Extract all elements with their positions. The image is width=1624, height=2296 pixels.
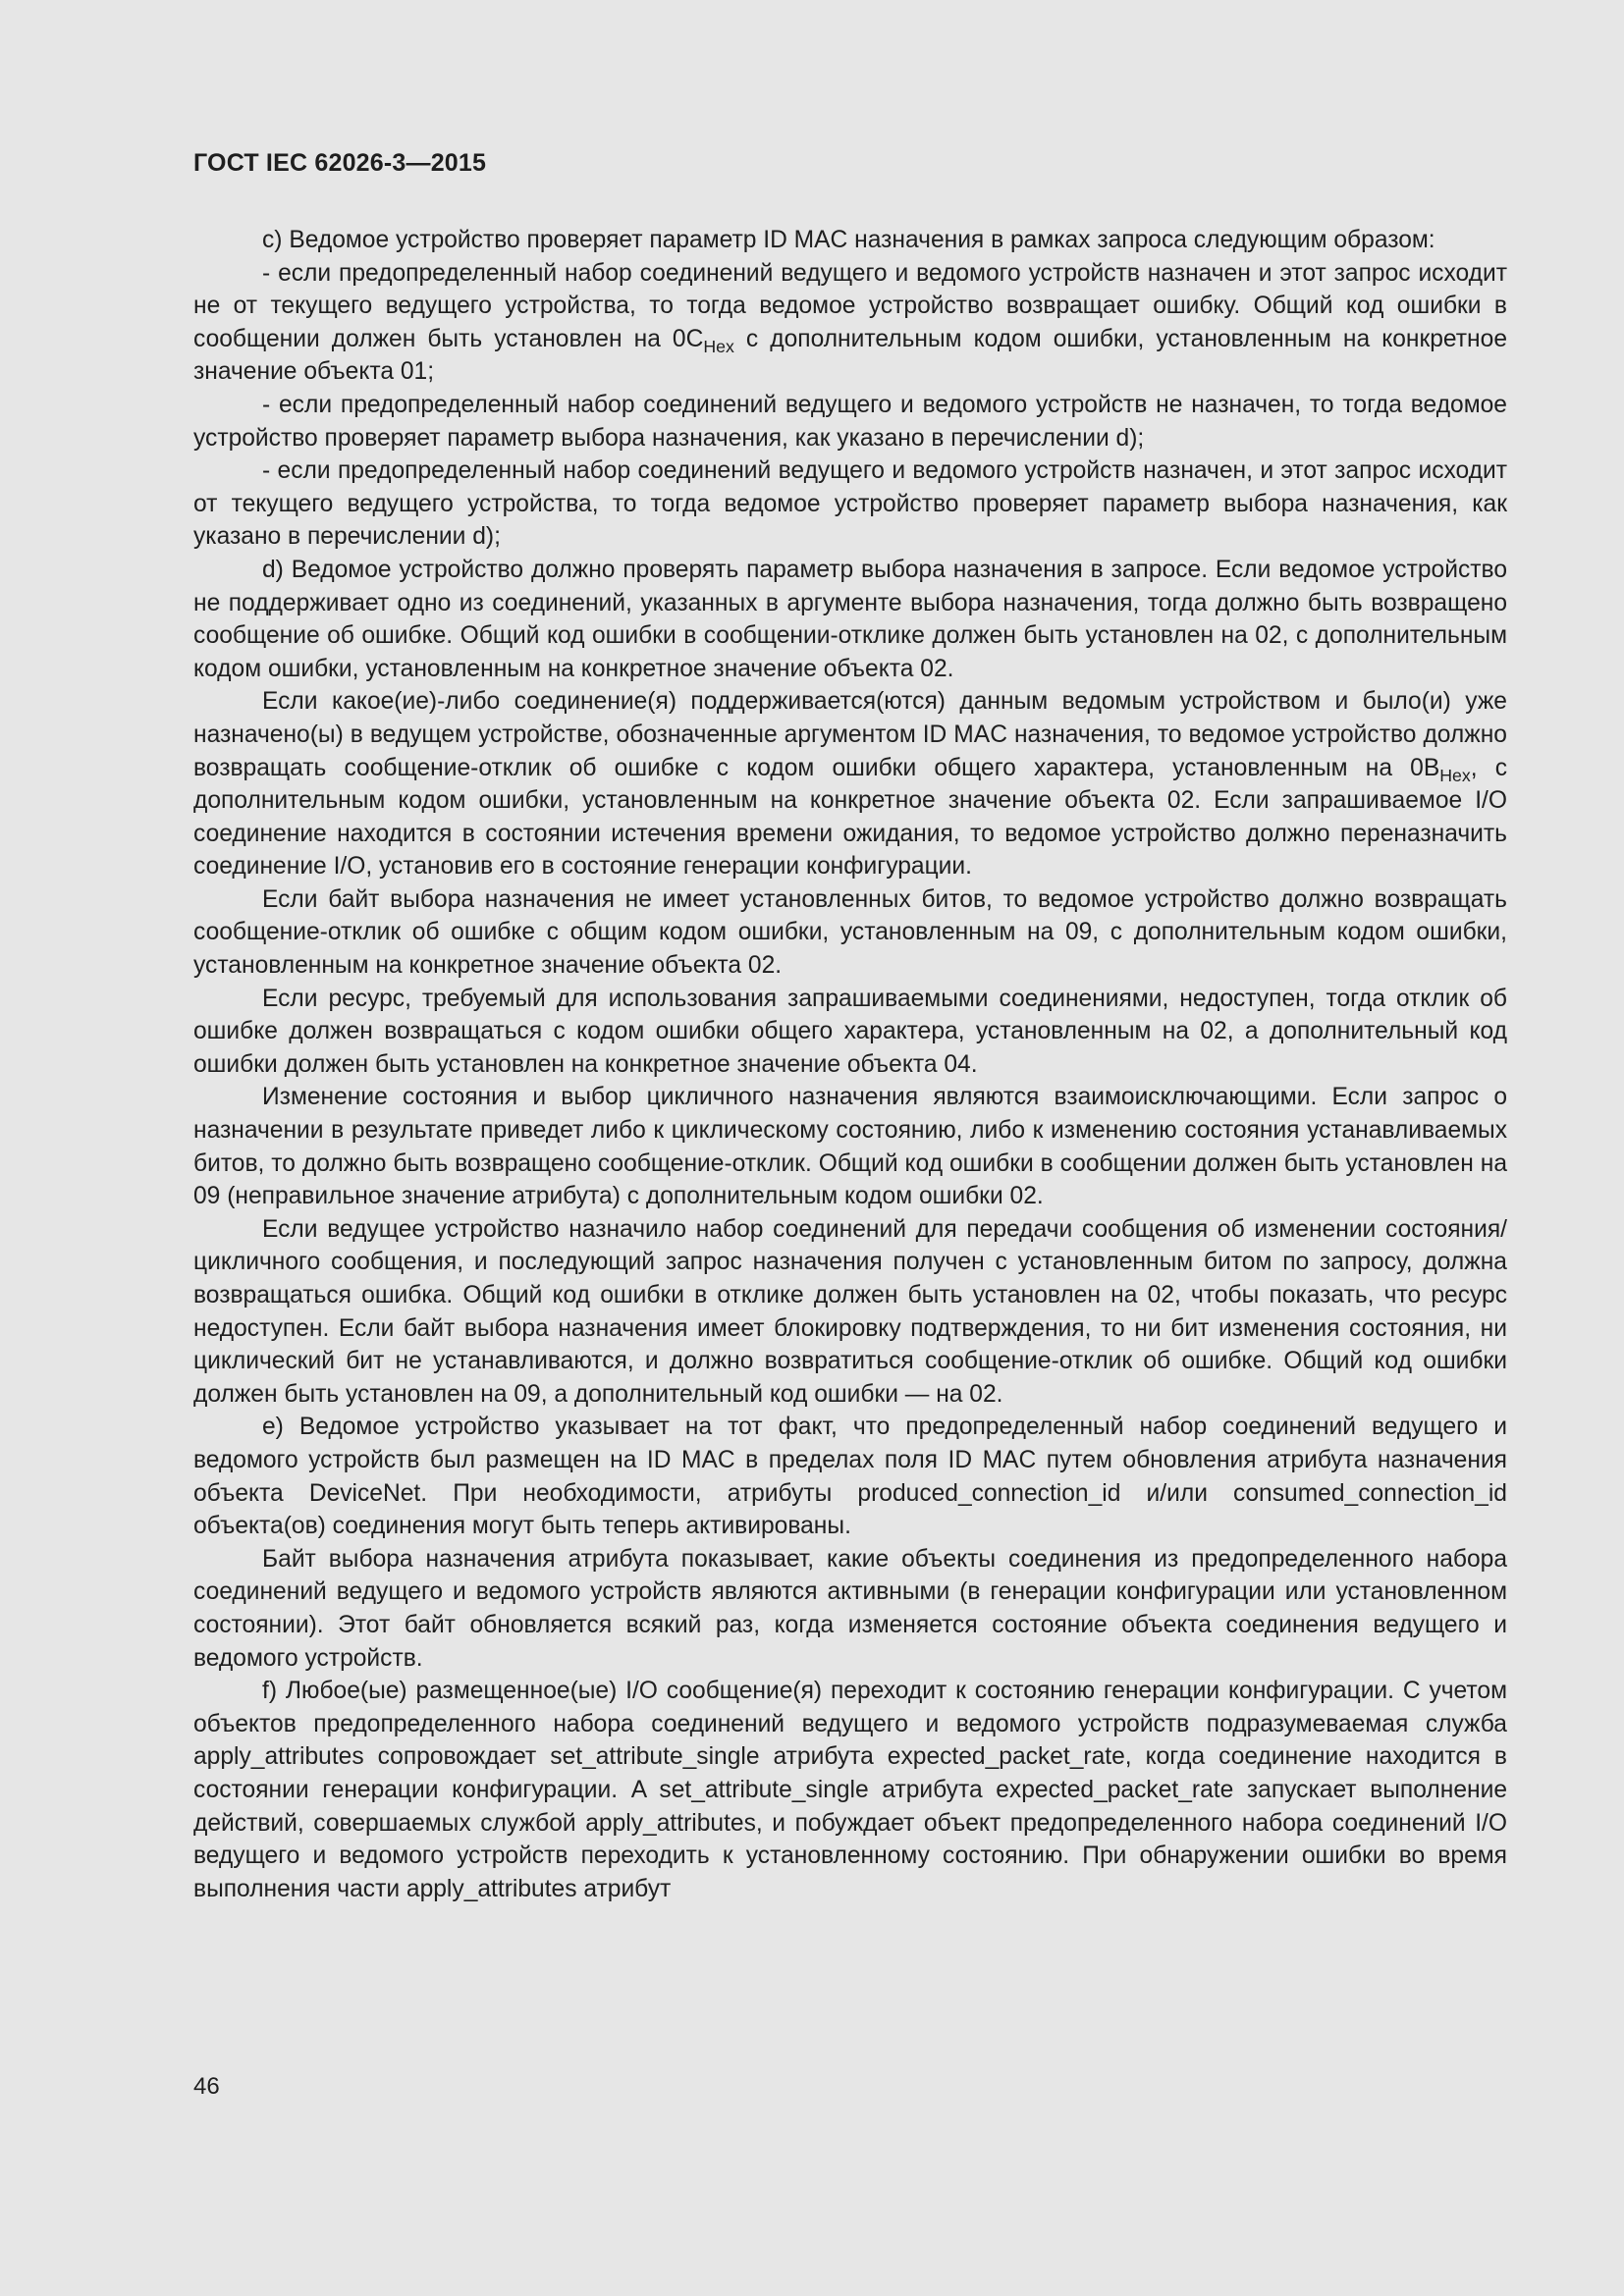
body-text — [193, 224, 1507, 1905]
text-run: с дополнительным кодом ошибки, установленным на конкретное значение объекта 01; — [193, 325, 1507, 386]
subscript: Hex — [1439, 765, 1471, 785]
list-item — [193, 257, 1507, 389]
paragraph-e: e) Ведомое устройство указывает на тот факт, что предопределенный набор соединений ведущего и ведомого устройств был размещен на ID MAC в пределах поля ID MAC путем обновления атрибута назначения объекта DeviceNet. При необходимости, атрибуты produced_connection_id и/или consumed_​connection_id объекта(ов) соединения могут быть теперь активированы. — [193, 1414, 1507, 1540]
paragraph: Если ресурс, требуемый для использования запрашиваемыми соединениями, недоступен, тогда отклик об ошибке должен возвращаться с кодом ошибки общего характера, установленным на 02, а дополнительный код ошибки должен быть установлен на конкретное значение объекта 04. — [193, 985, 1507, 1078]
paragraph-f: f) Любое(ые) размещенное(ые) I/O сообщение(я) переходит к состоянию генерации конфигурации. С учетом объектов предопределенного набора соединений ведущего и ведомого устройств подразумеваемая служба apply_attributes сопровождает set_attribute_single атрибута expected_packet_rate, когда соединение находится в состоянии генерации конфигурации. A set_attribute_single атрибута expected_packet_rate запускает выполнение действий, совершаемых службой apply_attributes, и побуждает объект предопределенного набора соединений I/O ведущего и ведомого устройств переходить к установленному состоянию. При обнаружении ошибки во время выполнения части apply_attributes атрибут — [193, 1678, 1507, 1902]
subscript: Hex — [703, 336, 734, 356]
document-header: ГОСТ IEC 62026-3—2015 — [193, 149, 487, 177]
list-item: - если предопределенный набор соединений ведущего и ведомого устройств назначен, и этот запрос исходит от текущего ведущего устройства, то тогда ведомое устройство проверяет параметр выбора назначения, как указано в перечислении d); — [193, 457, 1507, 551]
text-run: - если предопределенный набор соединений ведущего и ведомого устройств назначен и этот запрос исходит не от текущего ведущего устройства, то тогда ведомое устройство возвращает ошибку. Общий код ошибки в сообщении должен быть установлен на 0C — [193, 259, 1507, 352]
paragraph: Если ведущее устройство назначило набор соединений для передачи сообщения об изменении состояния/цикличного сообщения, и последующий запрос назначения получен с установленным битом по запросу, должна возвращаться ошибка. Общий код ошибки в отклике должен быть установлен на 02, чтобы показать, что ресурс недоступен. Если байт выбора назначения имеет блокировку подтверждения, то ни бит изменения состояния, ни циклический бит не устанавливаются, и должно возвратиться сообщение-отклик об ошибке. Общий код ошибки должен быть установлен на 09, а дополнительный код ошибки — на 02. — [193, 1215, 1507, 1408]
paragraph — [193, 685, 1507, 883]
page-number: 46 — [193, 2073, 220, 2100]
paragraph-c: c) Ведомое устройство проверяет параметр ID MAC назначения в рамках запроса следующим образом: — [262, 227, 1435, 253]
list-item: - если предопределенный набор соединений ведущего и ведомого устройств не назначен, то тогда ведомое устройство проверяет параметр выбора назначения, как указано в перечислении d); — [193, 391, 1507, 452]
paragraph: Если байт выбора назначения не имеет установленных битов, то ведомое устройство должно возвращать сообщение-отклик об ошибке с общим кодом ошибки, установленным на 09, с дополнительным кодом ошибки, установленным на конкретное значение объекта 02. — [193, 885, 1507, 980]
text-run: Если какое(ие)-либо соединение(я) поддерживается(ются) данным ведомым устройством и было(и) уже назначено(ы) в ведущем устройстве, обозначенные аргументом ID MAC назначения, то ведомое устройство должно возвращать сообщение-отклик об ошибке с кодом ошибки общего характера, установленным на 0B — [193, 688, 1507, 781]
text-run: , с дополнительным кодом ошибки, установленным на конкретное значение объекта 02. Если запрашиваемое I/O соединение находится в состоянии истечения времени ожидания, то ведомое устройство должно переназначить соединение I/O, установив его в состояние генерации конфигурации. — [193, 754, 1507, 881]
paragraph: Байт выбора назначения атрибута показывает, какие объекты соединения из предопределенного набора соединений ведущего и ведомого устройств являются активными (в генерации конфигурации или установленном состоянии). Этот байт обновляется всякий раз, когда изменяется состояние объекта соединения ведущего и ведомого устройств. — [193, 1545, 1507, 1672]
paragraph-d: d) Ведомое устройство должно проверять параметр выбора назначения в запросе. Если ведомое устройство не поддерживает одно из соединений, указанных в аргументе выбора назначения, тогда должно быть возвращено сообщение об ошибке. Общий код ошибки в сообщении-отклике должен быть установлен на 02, с дополнительным кодом ошибки, установленным на конкретное значение объекта 02. — [193, 556, 1507, 682]
paragraph: Изменение состояния и выбор цикличного назначения являются взаимоисключающими. Если запрос о назначении в результате приведет либо к циклическому состоянию, либо к изменению состояния устанавливаемых битов, то должно быть возвращено сообщение-отклик. Общий код ошибки в сообщении должен быть установлен на 09 (неправильное значение атрибута) с дополнительным кодом ошибки 02. — [193, 1084, 1507, 1210]
